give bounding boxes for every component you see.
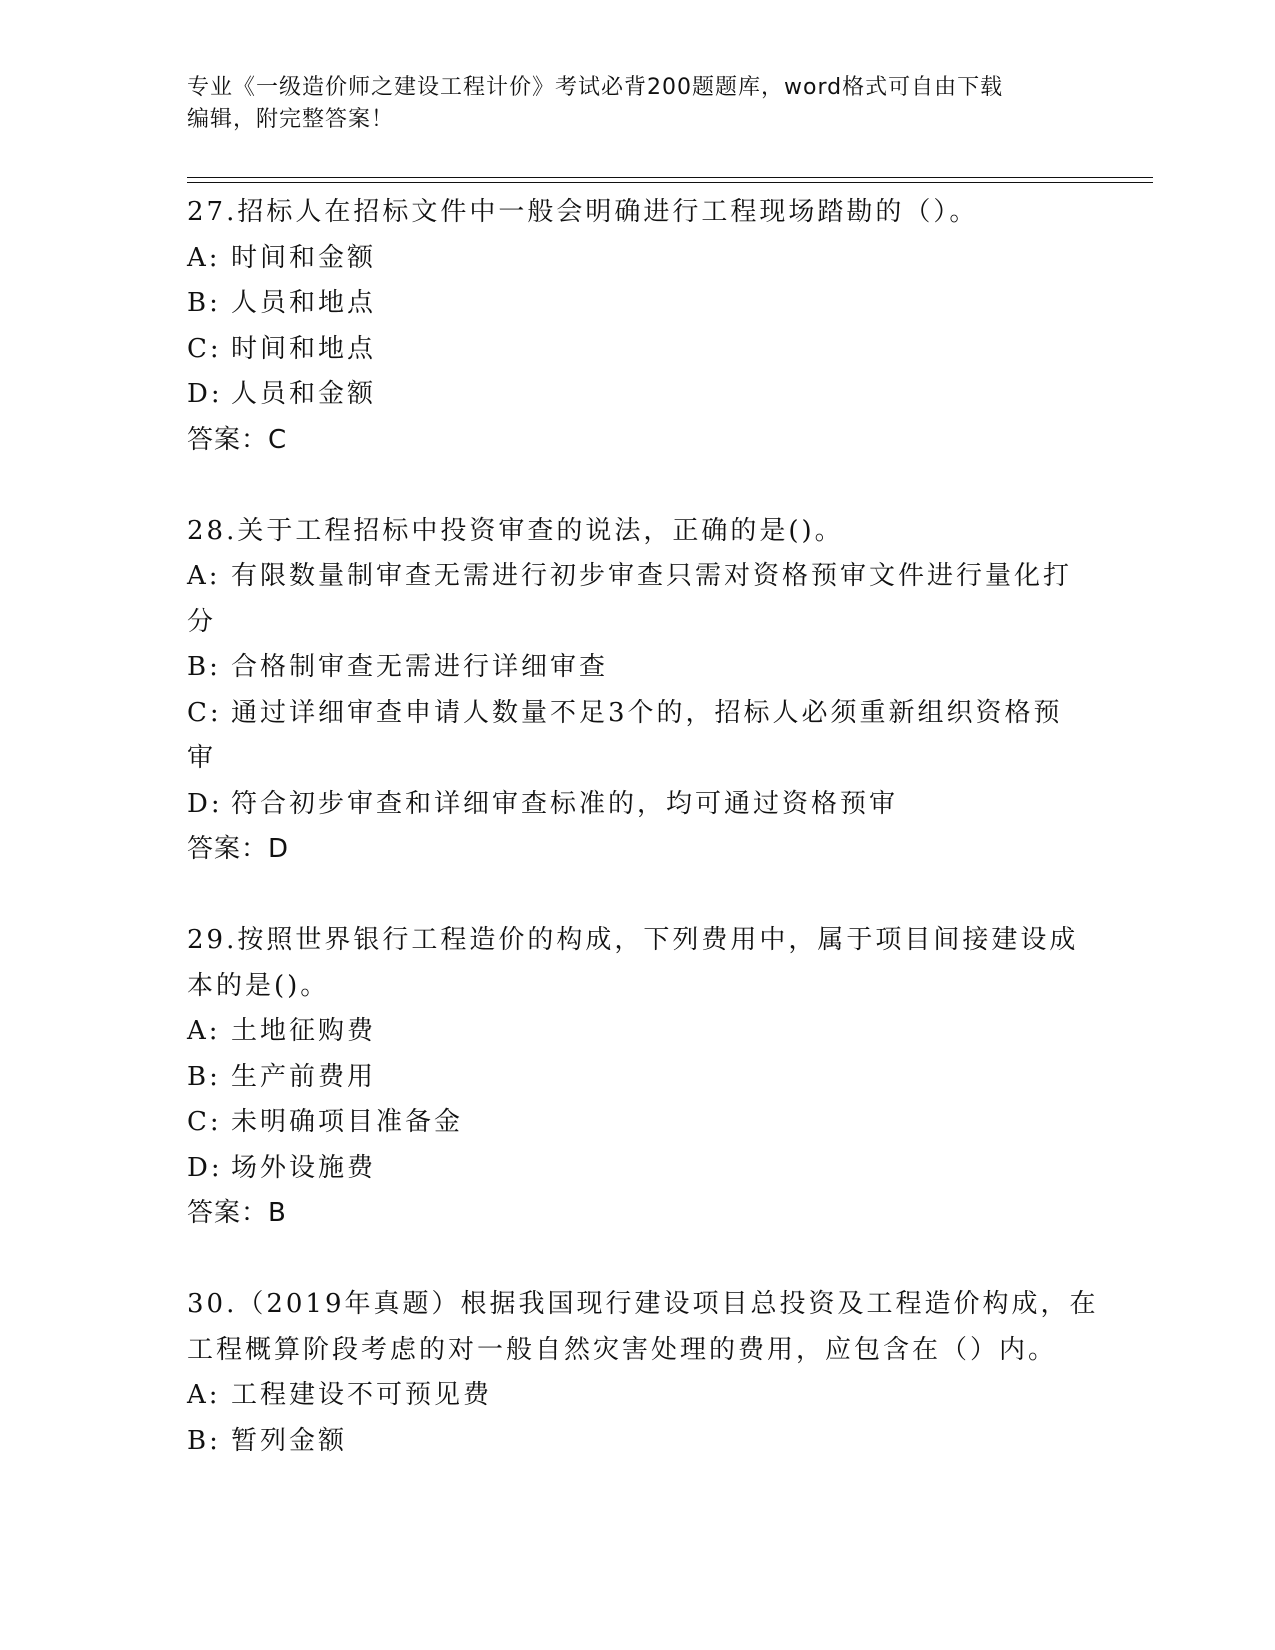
option-text: 生产前费用 <box>231 1061 377 1092</box>
option-line <box>187 1100 1087 1146</box>
header-line-1: 专业《一级造价师之建设工程计价》考试必背200题题库，word格式可自由下载 <box>187 75 1004 100</box>
option-text: 未明确项目准备金 <box>231 1107 464 1137</box>
option-label: B: <box>187 1061 221 1092</box>
option-line <box>187 372 1087 418</box>
question-stem-line: 29.按照世界银行工程造价的构成，下列费用中，属于项目间接建设成 <box>187 925 1079 955</box>
option-text: 土地征购费 <box>231 1016 377 1046</box>
option-line <box>187 554 1087 600</box>
header-line-2: 编辑，附完整答案！ <box>187 107 395 132</box>
option-text: 人员和地点 <box>231 288 377 318</box>
option-text: 审 <box>187 743 217 773</box>
question-list <box>187 190 1099 1464</box>
option-line <box>187 691 1087 737</box>
option-label: C: <box>187 1107 222 1137</box>
option-label: A: <box>187 242 221 273</box>
option-text: 工程建设不可预见费 <box>231 1380 493 1410</box>
option-line <box>187 1419 1087 1465</box>
option-label: A: <box>187 1016 221 1046</box>
question-stem-line: 工程概算阶段考虑的对一般自然灾害处理的费用，应包含在（）内。 <box>187 1334 1058 1365</box>
option-line <box>187 1373 1087 1419</box>
option-line <box>187 736 1087 782</box>
option-line <box>187 236 1087 282</box>
option-label: A: <box>187 1380 221 1410</box>
question-block <box>187 509 1087 873</box>
option-text: 通过详细审查申请人数量不足3个的，招标人必须重新组织资格预 <box>231 697 1063 728</box>
answer-line: 答案：C <box>187 424 288 455</box>
question-stem-line: 28.关于工程招标中投资审查的说法，正确的是()。 <box>187 515 844 546</box>
option-text: 人员和金额 <box>231 379 377 409</box>
option-text: 合格制审查无需进行详细审查 <box>231 652 609 682</box>
header-divider-top <box>187 177 1153 178</box>
question-block <box>187 1282 1099 1464</box>
option-label: A: <box>187 561 221 591</box>
option-label: B: <box>187 652 221 682</box>
option-label: C: <box>187 333 222 364</box>
option-line <box>187 1055 1087 1101</box>
answer-line: 答案：B <box>187 1198 287 1228</box>
option-line <box>187 327 1087 373</box>
option-text: 暂列金额 <box>231 1425 348 1456</box>
option-line <box>187 281 1087 327</box>
header-divider-bottom <box>187 182 1153 183</box>
option-line <box>187 1009 1087 1055</box>
question-block <box>187 190 1087 463</box>
option-label: D: <box>187 788 223 819</box>
option-text: 有限数量制审查无需进行初步审查只需对资格预审文件进行量化打 <box>231 561 1073 591</box>
option-label: C: <box>187 697 222 728</box>
option-text: 时间和地点 <box>231 333 377 364</box>
option-label: D: <box>187 1152 223 1183</box>
question-stem-line: 27.招标人在招标文件中一般会明确进行工程现场踏勘的（）。 <box>187 197 979 227</box>
question-block <box>187 918 1087 1237</box>
option-text: 符合初步审查和详细审查标准的，均可通过资格预审 <box>231 788 899 819</box>
option-text: 场外设施费 <box>231 1152 377 1183</box>
document-header <box>187 72 1067 136</box>
option-line <box>187 600 1087 646</box>
question-stem-line: 30.（2019年真题）根据我国现行建设项目总投资及工程造价构成，在 <box>187 1289 1099 1319</box>
question-stem-line: 本的是()。 <box>187 970 330 1001</box>
option-text: 分 <box>187 606 217 637</box>
option-line <box>187 1146 1087 1192</box>
option-label: B: <box>187 288 221 318</box>
option-line <box>187 645 1087 691</box>
option-label: B: <box>187 1425 221 1456</box>
answer-line: 答案：D <box>187 834 290 864</box>
option-text: 时间和金额 <box>231 242 377 273</box>
option-label: D: <box>187 379 223 409</box>
option-line <box>187 782 1087 828</box>
